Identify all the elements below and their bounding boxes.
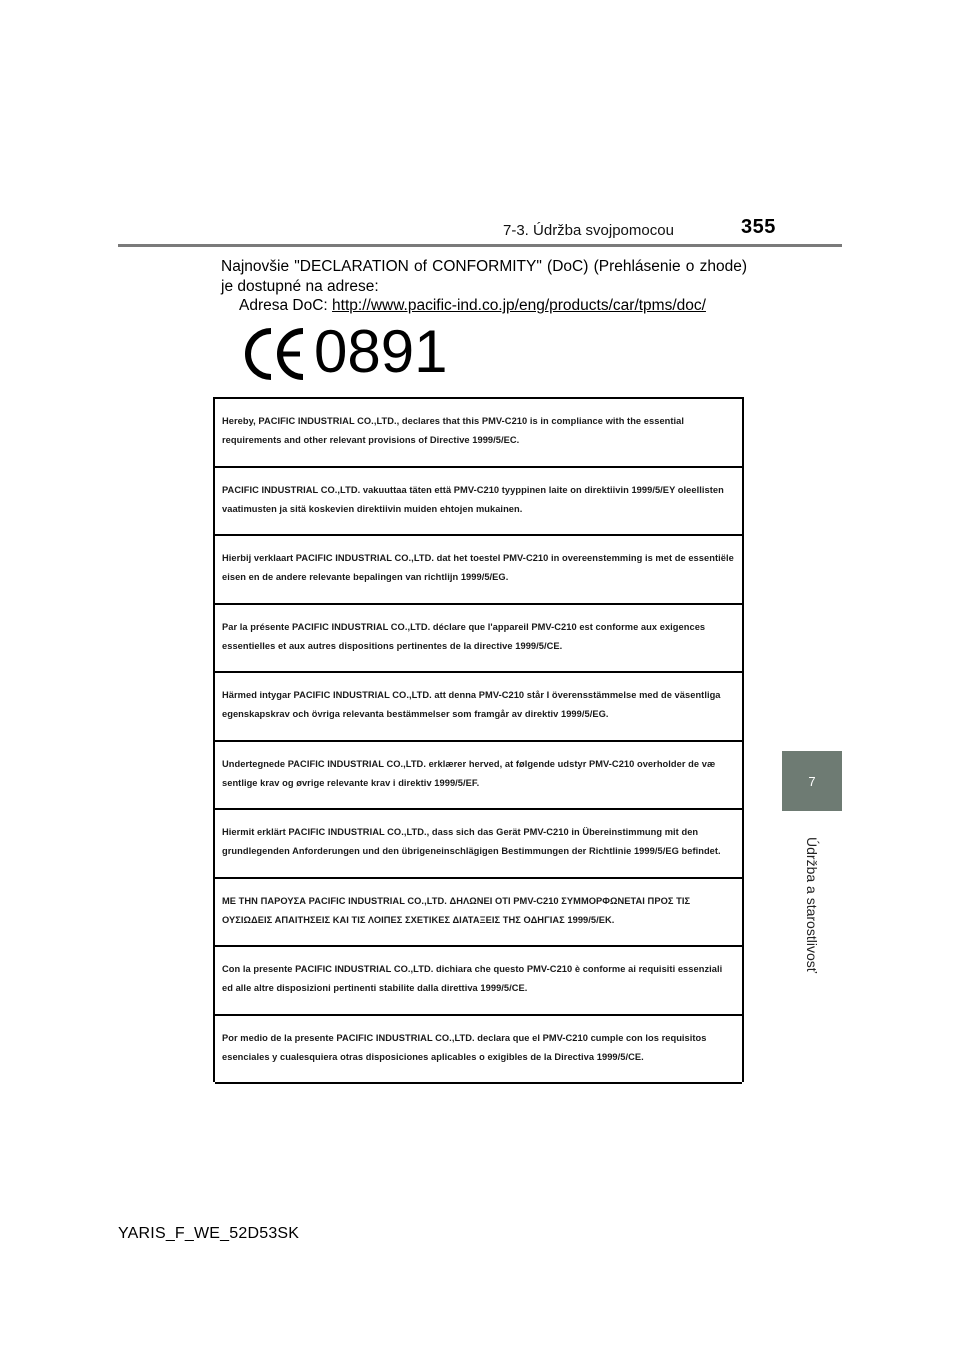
declaration-it: Con la presente PACIFIC INDUSTRIAL CO.,LTD. dichiara che questo PMV-C210 è conforme ai requisiti essenziali ed alle altre disposizioni pertinenti stabilite dalla direttiva 1999/5/CE. (215, 947, 742, 1016)
declaration-en: Hereby, PACIFIC INDUSTRIAL CO.,LTD., declares that this PMV-C210 is in compliance with the essential requirements and other relevant provisions of Directive 1999/5/EC. (215, 399, 742, 468)
doc-address-label: Adresa DoC: (239, 297, 333, 314)
chapter-number: 7 (808, 773, 816, 789)
header-divider (118, 244, 842, 247)
ce-mark (244, 318, 448, 385)
chapter-tab[interactable] (782, 751, 842, 811)
declaration-fi: PACIFIC INDUSTRIAL CO.,LTD. vakuuttaa täten että PMV-C210 tyyppinen laite on direktiivin 1999/5/EY oleellisten vaatimusten ja sitä koskevien direktiivin muiden ehtojen mukainen. (215, 468, 742, 537)
model-code: YARIS_F_WE_52D53SK (118, 1225, 300, 1242)
page-number: 355 (741, 216, 776, 238)
declaration-nl: Hierbij verklaart PACIFIC INDUSTRIAL CO.,LTD. dat het toestel PMV-C210 in overeenstemming is met de essentiële eisen en de andere relevante bepalingen van richtlijn 1999/5/EG. (215, 536, 742, 605)
declaration-el: ΜΕ ΤΗΝ ΠΑΡΟΥΣΑ PACIFIC INDUSTRIAL CO.,LTD. ΔΗΛΩΝΕΙ ΟΤΙ PMV-C210 ΣΥΜΜΟΡΦΩΝΕΤΑΙ ΠΡΟΣ ΤΙΣ ΟΥΣΙΩΔΕΙΣ ΑΠΑΙΤΗΣΕΙΣ ΚΑΙ ΤΙΣ ΛΟΙΠΕΣ ΣΧΕΤΙΚΕΣ ΔΙΑΤΑΞΕΙΣ ΤΗΣ ΟΔΗΓΙΑΣ 1999/5/ΕΚ. (215, 879, 742, 948)
declaration-es: Por medio de la presente PACIFIC INDUSTRIAL CO.,LTD. declara que el PMV-C210 cumple con los requisitos esenciales y cualesquiera otras disposiciones aplicables o exigibles de la Directiva 1999/5/CE. (215, 1016, 742, 1085)
declaration-table (213, 397, 744, 1082)
chapter-title-vertical: Údržba a starostlivosť (804, 837, 820, 973)
declaration-de: Hiermit erklärt PACIFIC INDUSTRIAL CO.,LTD., dass sich das Gerät PMV-C210 in Übereinstimmung mit den grundlegenden Anforderungen und den übrigeneinschlägigen Bestimmungen der Richtlinie 1999/5/EG befindet. (215, 810, 742, 879)
doc-address-link[interactable]: http://www.pacific-ind.co.jp/eng/products/car/tpms/doc/ (332, 297, 706, 314)
declaration-sv: Härmed intygar PACIFIC INDUSTRIAL CO.,LTD. att denna PMV-C210 står I överensstämmelse med de väsentliga egenskapskrav och övriga relevanta bestämmelser som framgår av direktiv 1999/5/EG. (215, 673, 742, 742)
intro-paragraph: Najnovšie "DECLARATION of CONFORMITY" (DoC) (Prehlásenie o zhode) je dostupné na adrese: (221, 258, 747, 295)
doc-address (239, 296, 706, 316)
ce-logo-icon (244, 328, 308, 380)
declaration-da: Undertegnede PACIFIC INDUSTRIAL CO.,LTD. erklærer herved, at følgende udstyr PMV-C210 overholder de væ sentlige krav og øvrige relevante krav i direktiv 1999/5/EF. (215, 742, 742, 811)
declaration-fr: Par la présente PACIFIC INDUSTRIAL CO.,LTD. déclare que l'appareil PMV-C210 est conforme aux exigences essentielles et aux autres dispositions pertinentes de la directive 1999/5/CE. (215, 605, 742, 674)
notified-body-number: 0891 (314, 318, 448, 385)
section-title: 7-3. Údržba svojpomocou (503, 222, 674, 239)
